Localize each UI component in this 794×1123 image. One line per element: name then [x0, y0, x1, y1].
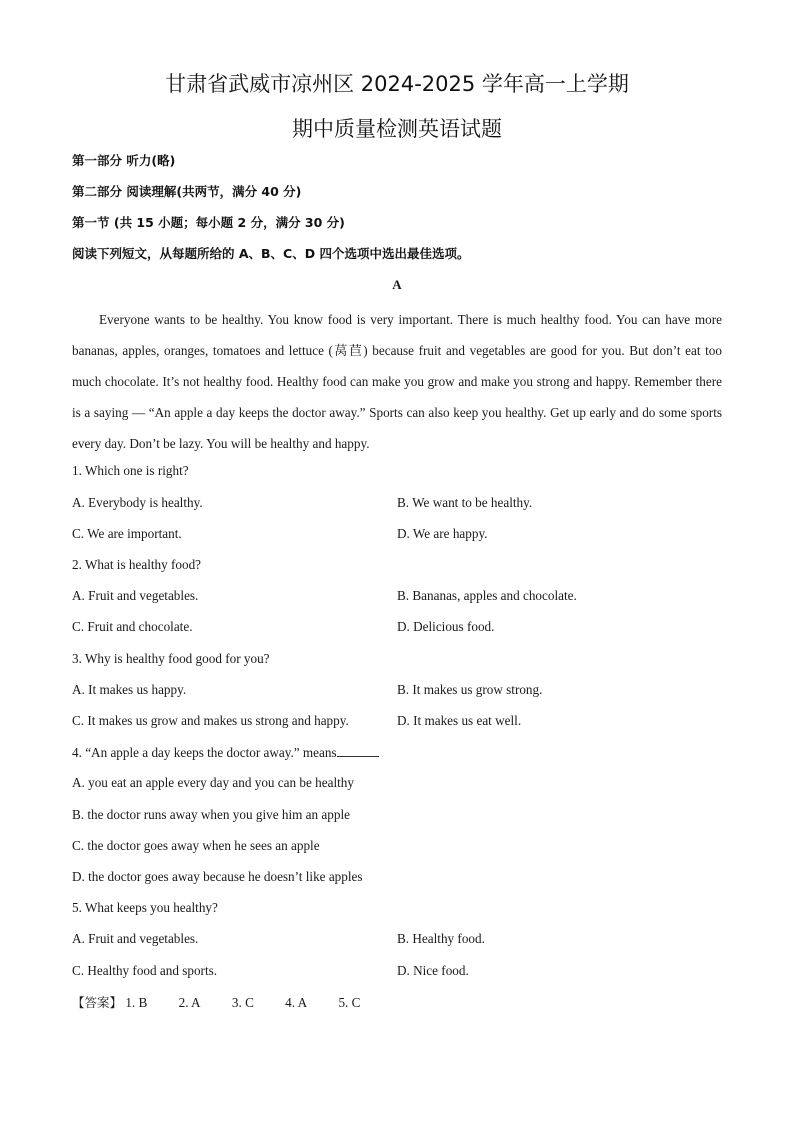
option-c: C. Fruit and chocolate.	[72, 619, 193, 634]
question-stem: 4. “An apple a day keeps the doctor away.” means	[72, 745, 337, 760]
answer-key	[72, 993, 388, 1011]
answer-item: 5. C	[338, 995, 361, 1010]
option-a: A. It makes us happy.	[72, 682, 187, 697]
answer-item: 2. A	[178, 995, 201, 1010]
option-a: A. Fruit and vegetables.	[72, 931, 199, 946]
exam-title-line1: 甘肃省武威市凉州区 2024-2025 学年高一上学期	[165, 72, 629, 96]
option-c: C. the doctor goes away when he sees an apple	[72, 838, 320, 853]
option-d: D. We are happy.	[397, 526, 488, 541]
question-stem: 1. Which one is right?	[72, 463, 189, 478]
option-c: C. Healthy food and sports.	[72, 963, 218, 978]
answer-item: 1. B	[125, 995, 148, 1010]
exam-title-line2: 期中质量检测英语试题	[292, 117, 502, 141]
option-c: C. It makes us grow and makes us strong and happy.	[72, 713, 349, 728]
answer-item: 3. C	[231, 995, 254, 1010]
option-b: B. Bananas, apples and chocolate.	[397, 588, 577, 603]
question-stem: 3. Why is healthy food good for you?	[72, 651, 270, 666]
option-b: B. It makes us grow strong.	[397, 682, 543, 697]
option-b: B. Healthy food.	[397, 931, 485, 946]
option-a: A. you eat an apple every day and you can be healthy	[72, 775, 354, 790]
option-d: D. the doctor goes away because he doesn’t like apples	[72, 869, 363, 884]
option-a: A. Everybody is healthy.	[72, 495, 203, 510]
part1-heading: 第一部分 听力(略)	[72, 153, 176, 168]
passage-text: Everyone wants to be healthy. You know food is very important. There is much healthy food. You can have more bananas, apples, oranges, tomatoes and lettuce (莴苣) because fruit and vegetables are good for you. But don’t eat too much chocolate. It’s not healthy food. Healthy food can make you grow and make you strong and happy. Remember there is a saying — “An apple a day keeps the doctor away.” Sports can also keep you healthy. Get up early and do some sports every day. Don’t be lazy. You will be healthy and happy.	[72, 312, 722, 451]
option-c: C. We are important.	[72, 526, 182, 541]
answer-blank	[337, 744, 379, 757]
option-d: D. Delicious food.	[397, 619, 495, 634]
option-b: B. the doctor runs away when you give him an apple	[72, 807, 350, 822]
passage-label: A	[392, 277, 402, 292]
option-a: A. Fruit and vegetables.	[72, 588, 199, 603]
section1-heading: 第一节 (共 15 小题；每小题 2 分，满分 30 分)	[72, 215, 345, 230]
answer-label: 【答案】	[72, 995, 123, 1010]
part2-heading: 第二部分 阅读理解(共两节，满分 40 分)	[72, 184, 302, 199]
option-d: D. Nice food.	[397, 963, 469, 978]
question-stem-with-blank	[72, 744, 379, 761]
option-b: B. We want to be healthy.	[397, 495, 533, 510]
question-stem: 5. What keeps you healthy?	[72, 900, 218, 915]
reading-instruction: 阅读下列短文，从每题所给的 A、B、C、D 四个选项中选出最佳选项。	[72, 246, 470, 261]
question-stem: 2. What is healthy food?	[72, 557, 202, 572]
option-d: D. It makes us eat well.	[397, 713, 522, 728]
answer-item: 4. A	[285, 995, 308, 1010]
